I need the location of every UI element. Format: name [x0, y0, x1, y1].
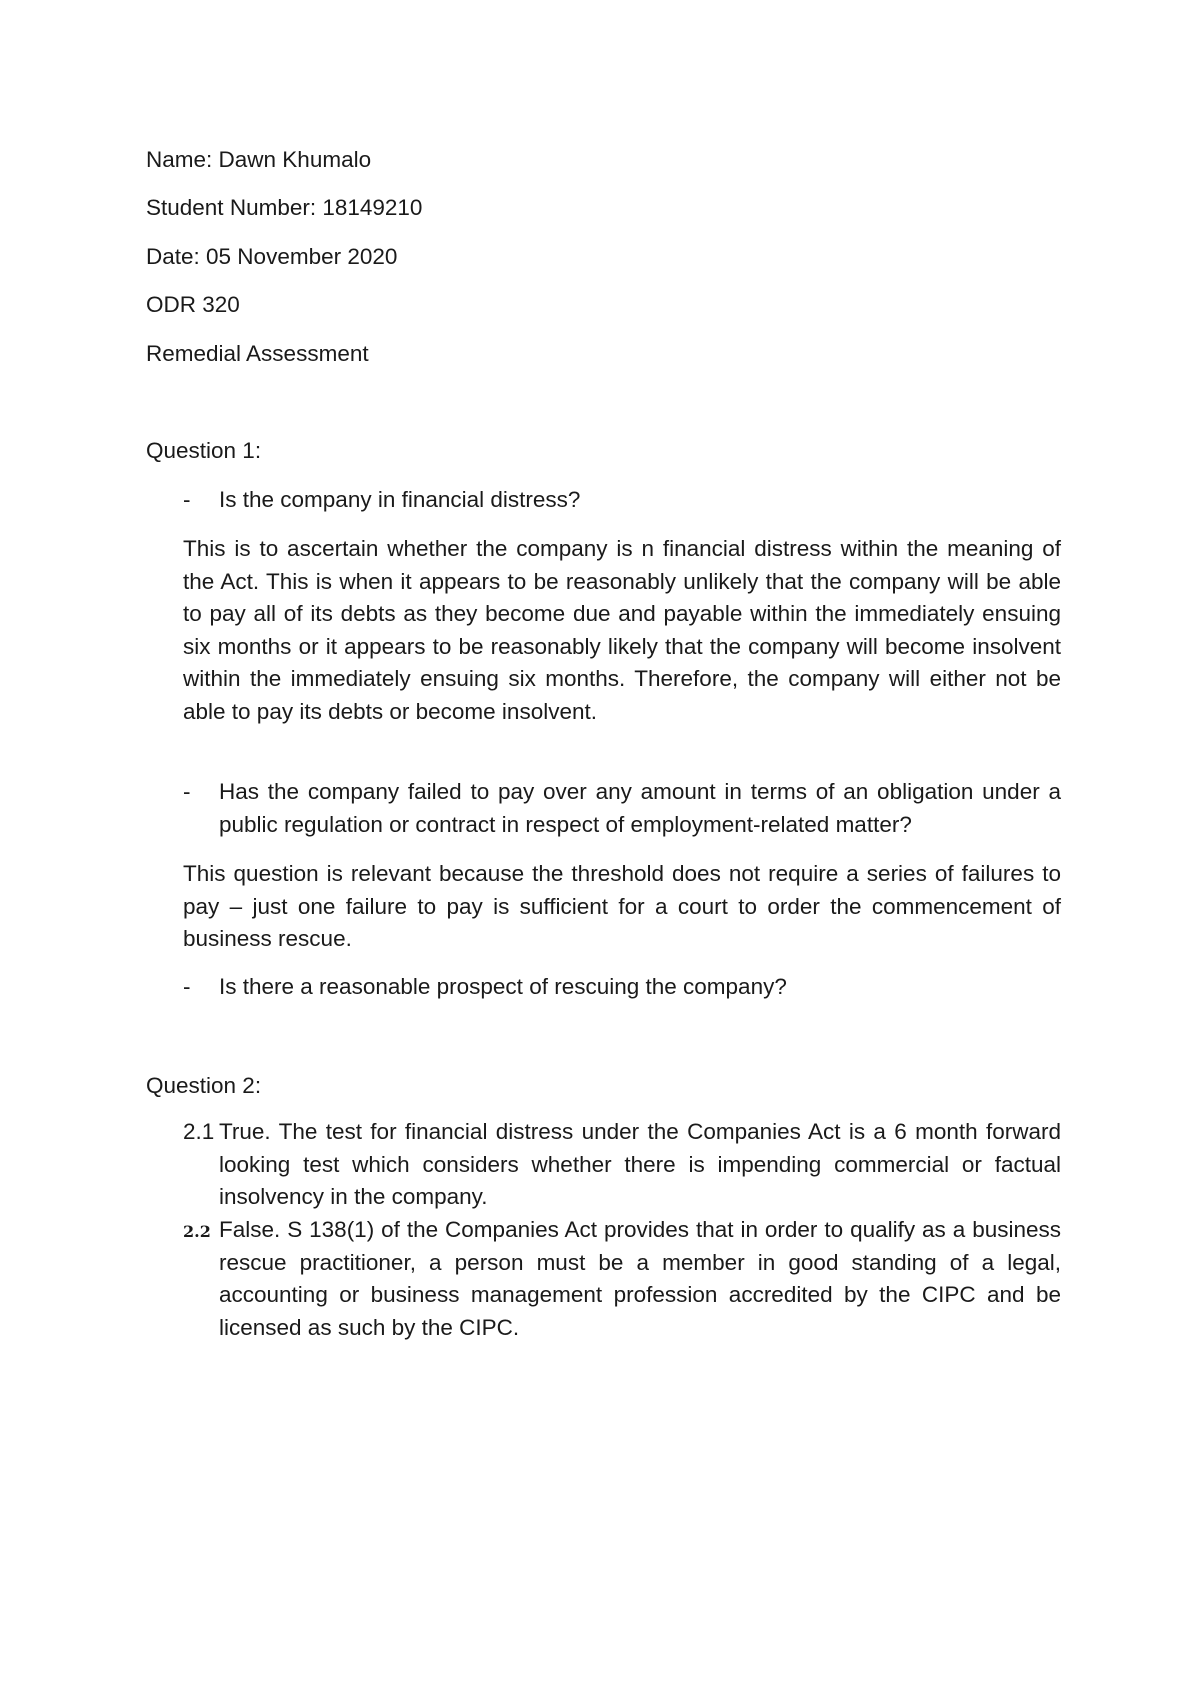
bullet-dash: - [183, 974, 191, 999]
bullet-text: Is there a reasonable prospect of rescuing the company? [219, 974, 787, 999]
item-text: True. The test for financial distress under the Companies Act is a 6 month forward looking test which considers whether there is impending commercial or factual insolvency in the company. [219, 1119, 1061, 1209]
question-2-item-2 [183, 1214, 1061, 1344]
assessment-title: Remedial Assessment [146, 341, 369, 366]
submission-date: Date: 05 November 2020 [146, 244, 398, 269]
question-1-paragraph-2: This question is relevant because the threshold does not require a series of failures to pay – just one failure to pay is sufficient for a court to order the commencement of business rescue. [183, 861, 1061, 951]
question-1-heading: Question 1: [146, 438, 262, 463]
bullet-text: Has the company failed to pay over any amount in terms of an obligation under a public regulation or contract in respect of employment-related matter? [219, 779, 1061, 837]
question-2-heading: Question 2: [146, 1073, 262, 1098]
item-number: 2.2 [183, 1222, 211, 1241]
question-1-bullet-3 [183, 971, 1061, 1004]
question-1-bullet-1 [183, 484, 1061, 517]
student-number: Student Number: 18149210 [146, 195, 423, 220]
question-1-paragraph-1: This is to ascertain whether the company is n financial distress within the meaning of the Act. This is when it appears to be reasonably unlikely that the company will be able to pay all of its debts as they become due and payable within the immediately ensuing six months or it appears to be reasonably likely that the company will become insolvent within the immediately ensuing six months. Therefore, the company will either not be able to pay its debts or become insolvent. [183, 536, 1061, 724]
bullet-dash: - [183, 487, 191, 512]
bullet-dash: - [183, 779, 191, 804]
question-2-item-1 [183, 1116, 1061, 1214]
student-name: Name: Dawn Khumalo [146, 147, 372, 172]
bullet-text: Is the company in financial distress? [219, 487, 581, 512]
course-code: ODR 320 [146, 292, 240, 317]
item-number: 2.1 [183, 1119, 215, 1144]
item-text: False. S 138(1) of the Companies Act provides that in order to qualify as a business rescue practitioner, a person must be a member in good standing of a legal, accounting or business management profession accredited by the CIPC and be licensed as such by the CIPC. [219, 1217, 1061, 1340]
question-1-bullet-2 [183, 776, 1061, 841]
